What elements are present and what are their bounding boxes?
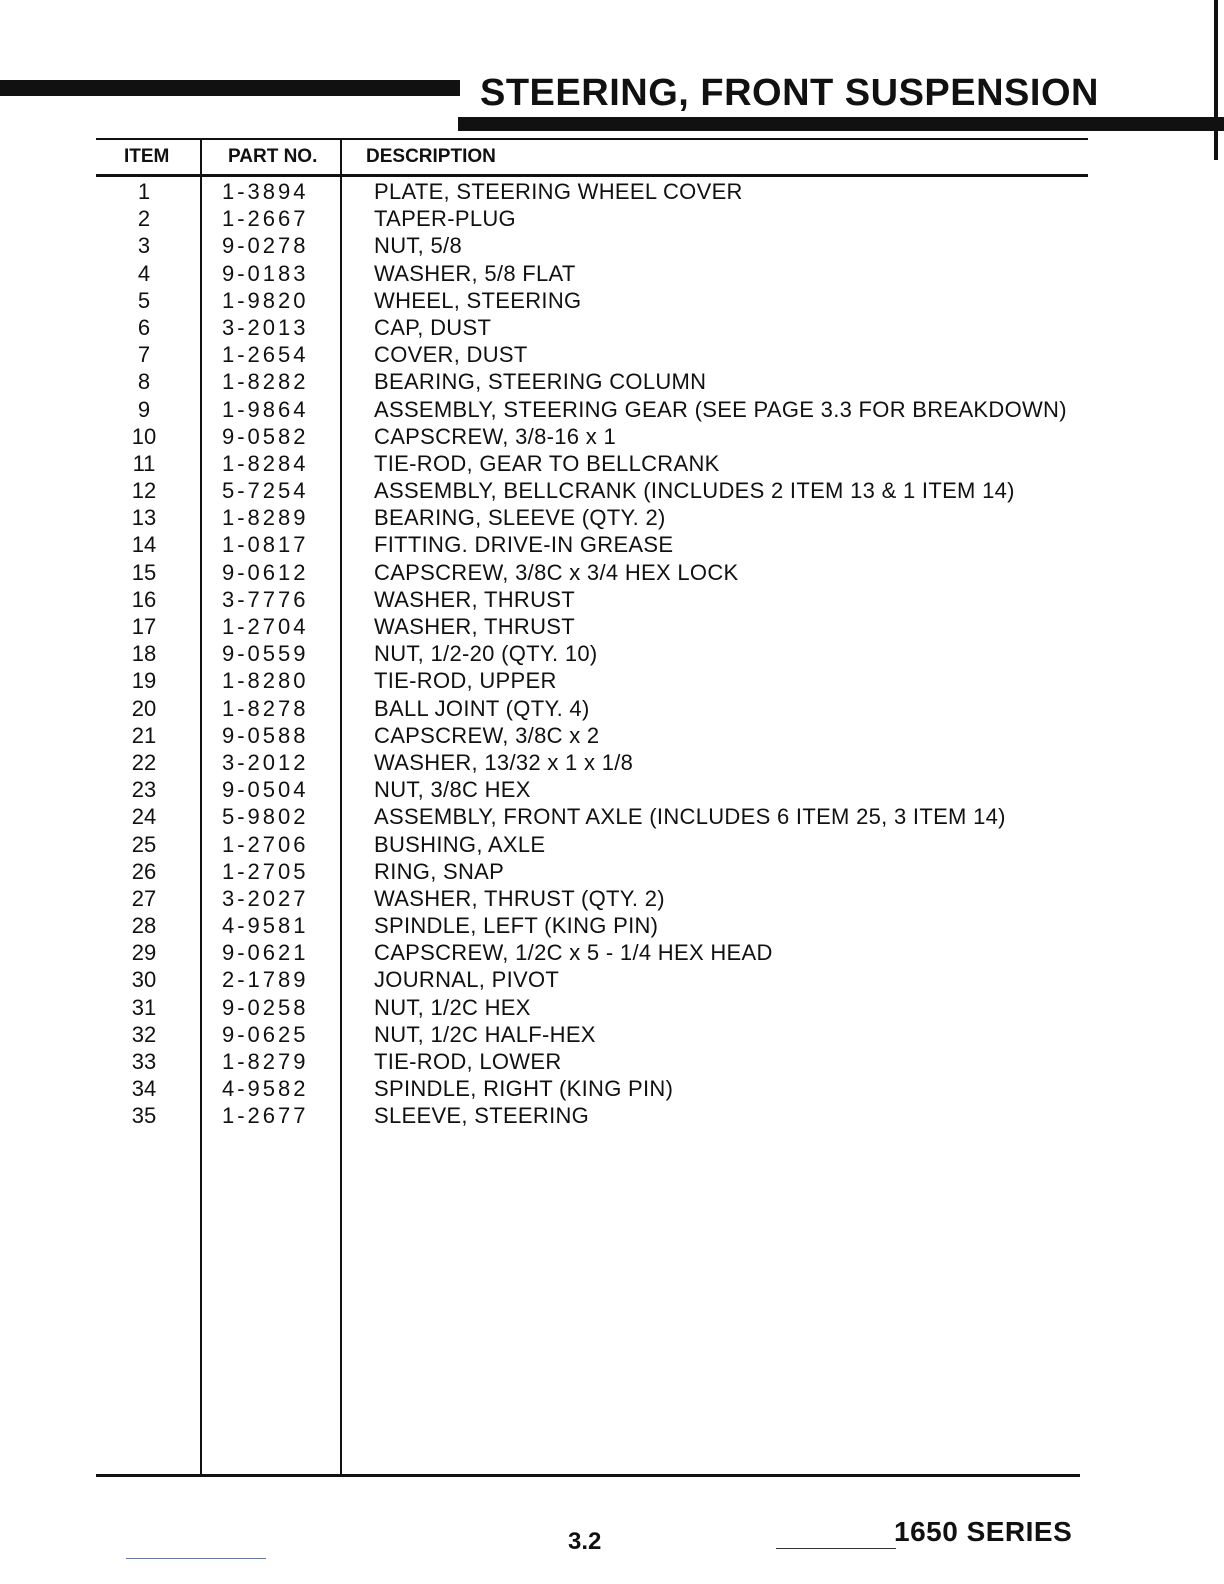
- part-number-cell: 1-8278: [222, 695, 309, 721]
- item-cell: 15: [131, 559, 157, 585]
- table-row: [96, 885, 1088, 912]
- table-row: [96, 858, 1088, 885]
- table-row: [96, 531, 1088, 558]
- part-number-cell: 2-1789: [222, 967, 309, 993]
- table-row: [96, 1048, 1088, 1075]
- table-row: [96, 912, 1088, 939]
- description-cell: NUT, 1/2-20 (QTY. 10): [374, 641, 598, 667]
- description-cell: WASHER, THRUST: [374, 586, 575, 612]
- item-cell: 13: [131, 505, 157, 531]
- item-cell: 3: [137, 233, 151, 259]
- table-row: [96, 341, 1088, 368]
- item-cell: 35: [131, 1103, 157, 1129]
- table-row: [96, 423, 1088, 450]
- part-number-cell: 9-0625: [222, 1021, 309, 1047]
- item-cell: 2: [137, 206, 151, 232]
- part-number-cell: 1-2667: [222, 206, 309, 232]
- item-cell: 25: [131, 831, 157, 857]
- item-cell: 1: [137, 179, 151, 204]
- item-cell: 23: [131, 777, 157, 803]
- item-cell: 32: [131, 1021, 157, 1047]
- part-number-cell: 1-2677: [222, 1103, 309, 1129]
- item-cell: 18: [131, 641, 157, 667]
- table-row: [96, 260, 1088, 287]
- page-edge-bar: [0, 80, 460, 96]
- description-cell: CAP, DUST: [374, 314, 492, 340]
- column-header-part-no: PART NO.: [228, 146, 318, 167]
- stray-mark: [126, 1558, 266, 1559]
- table-row: [96, 1075, 1088, 1102]
- description-cell: FITTING. DRIVE-IN GREASE: [374, 532, 674, 558]
- description-cell: ASSEMBLY, FRONT AXLE (INCLUDES 6 ITEM 25, 3 ITEM 14): [374, 804, 1006, 830]
- parts-table: [96, 138, 1088, 1480]
- description-cell: CAPSCREW, 3/8C x 3/4 HEX LOCK: [374, 559, 739, 585]
- part-number-cell: 4-9581: [222, 913, 309, 939]
- part-number-cell: 1-8280: [222, 668, 309, 694]
- part-number-cell: 1-8289: [222, 505, 309, 531]
- description-cell: BALL JOINT (QTY. 4): [374, 695, 590, 721]
- table-row: [96, 722, 1088, 749]
- item-cell: 33: [131, 1049, 157, 1074]
- description-cell: BEARING, SLEEVE (QTY. 2): [374, 505, 666, 531]
- table-row: [96, 1102, 1088, 1129]
- description-cell: NUT, 1/2C HALF-HEX: [374, 1021, 596, 1047]
- item-cell: 6: [137, 314, 151, 340]
- table-row: [96, 450, 1088, 477]
- part-number-cell: 1-8282: [222, 369, 309, 395]
- description-cell: NUT, 1/2C HEX: [374, 994, 531, 1020]
- page-edge-line: [1214, 0, 1218, 160]
- item-cell: 27: [131, 885, 157, 911]
- part-number-cell: 9-0258: [222, 994, 309, 1020]
- description-cell: TAPER-PLUG: [374, 206, 516, 232]
- item-cell: 34: [131, 1076, 157, 1102]
- table-row: [96, 477, 1088, 504]
- part-number-cell: 5-9802: [222, 804, 309, 830]
- description-cell: WASHER, THRUST (QTY. 2): [374, 885, 665, 911]
- table-row: [96, 504, 1088, 531]
- table-row: [96, 749, 1088, 776]
- table-row: [96, 640, 1088, 667]
- part-number-cell: 9-0559: [222, 641, 309, 667]
- table-bottom-rule: [96, 1474, 1080, 1477]
- item-cell: 12: [131, 478, 157, 504]
- item-cell: 17: [131, 614, 157, 639]
- item-cell: 4: [137, 260, 151, 286]
- part-number-cell: 9-0183: [222, 260, 309, 286]
- table-row: [96, 831, 1088, 858]
- part-number-cell: 3-2012: [222, 749, 309, 775]
- table-row: [96, 939, 1088, 966]
- part-number-cell: 9-0504: [222, 777, 309, 803]
- description-cell: COVER, DUST: [374, 342, 528, 368]
- table-row: [96, 803, 1088, 830]
- description-cell: WASHER, THRUST: [374, 614, 575, 639]
- item-cell: 20: [131, 695, 157, 721]
- table-row: [96, 586, 1088, 613]
- description-cell: SLEEVE, STEERING: [374, 1103, 590, 1129]
- description-cell: NUT, 5/8: [374, 233, 462, 259]
- table-body: [96, 178, 1088, 1130]
- item-cell: 16: [131, 586, 157, 612]
- item-cell: 5: [137, 287, 151, 313]
- description-cell: WASHER, 13/32 x 1 x 1/8: [374, 749, 634, 775]
- item-cell: 31: [131, 994, 157, 1020]
- description-cell: JOURNAL, PIVOT: [374, 967, 560, 993]
- part-number-cell: 1-9864: [222, 396, 309, 422]
- part-number-cell: 1-3894: [222, 179, 309, 204]
- description-cell: BEARING, STEERING COLUMN: [374, 369, 707, 395]
- column-header-item: ITEM: [124, 146, 170, 167]
- description-cell: CAPSCREW, 3/8C x 2: [374, 722, 600, 748]
- part-number-cell: 1-2705: [222, 858, 309, 884]
- part-number-cell: 3-2027: [222, 885, 309, 911]
- table-row: [96, 966, 1088, 993]
- item-cell: 9: [137, 396, 151, 422]
- column-header-description: DESCRIPTION: [366, 146, 496, 167]
- series-underline: [776, 1548, 896, 1549]
- description-cell: CAPSCREW, 3/8-16 x 1: [374, 423, 616, 449]
- item-cell: 30: [131, 967, 157, 993]
- part-number-cell: 1-2706: [222, 831, 309, 857]
- page-title: STEERING, FRONT SUSPENSION: [480, 72, 1099, 114]
- part-number-cell: 1-9820: [222, 287, 309, 313]
- part-number-cell: 4-9582: [222, 1076, 309, 1102]
- table-row: [96, 287, 1088, 314]
- table-top-rule: [96, 138, 1088, 140]
- table-row: [96, 396, 1088, 423]
- table-row: [96, 695, 1088, 722]
- part-number-cell: 1-2654: [222, 342, 309, 368]
- table-row: [96, 613, 1088, 640]
- table-row: [96, 994, 1088, 1021]
- item-cell: 7: [137, 342, 151, 368]
- description-cell: PLATE, STEERING WHEEL COVER: [374, 179, 743, 204]
- part-number-cell: 3-2013: [222, 314, 309, 340]
- description-cell: BUSHING, AXLE: [374, 831, 546, 857]
- table-row: [96, 776, 1088, 803]
- table-row: [96, 232, 1088, 259]
- item-cell: 24: [131, 804, 157, 830]
- table-row: [96, 1021, 1088, 1048]
- table-row: [96, 667, 1088, 694]
- item-cell: 10: [131, 423, 157, 449]
- part-number-cell: 9-0612: [222, 559, 309, 585]
- description-cell: NUT, 3/8C HEX: [374, 777, 531, 803]
- part-number-cell: 9-0582: [222, 423, 309, 449]
- item-cell: 19: [131, 668, 157, 694]
- item-cell: 26: [131, 858, 157, 884]
- table-row: [96, 178, 1088, 205]
- item-cell: 21: [131, 722, 157, 748]
- table-row: [96, 368, 1088, 395]
- item-cell: 14: [131, 532, 157, 558]
- part-number-cell: 1-2704: [222, 614, 309, 639]
- part-number-cell: 5-7254: [222, 478, 309, 504]
- part-number-cell: 1-0817: [222, 532, 309, 558]
- part-number-cell: 9-0588: [222, 722, 309, 748]
- description-cell: TIE-ROD, UPPER: [374, 668, 557, 694]
- header-bar: [458, 117, 1224, 131]
- page-number: 3.2: [568, 1528, 602, 1555]
- description-cell: WHEEL, STEERING: [374, 287, 582, 313]
- description-cell: ASSEMBLY, BELLCRANK (INCLUDES 2 ITEM 13 & 1 ITEM 14): [374, 478, 1015, 504]
- series-label: 1650 SERIES: [894, 1516, 1073, 1547]
- part-number-cell: 1-8279: [222, 1049, 309, 1074]
- description-cell: WASHER, 5/8 FLAT: [374, 260, 576, 286]
- item-cell: 29: [131, 940, 157, 966]
- description-cell: TIE-ROD, GEAR TO BELLCRANK: [374, 450, 720, 476]
- description-cell: TIE-ROD, LOWER: [374, 1049, 562, 1074]
- description-cell: ASSEMBLY, STEERING GEAR (SEE PAGE 3.3 FOR BREAKDOWN): [374, 396, 1067, 422]
- item-cell: 8: [137, 369, 151, 395]
- table-row: [96, 205, 1088, 232]
- part-number-cell: 9-0278: [222, 233, 309, 259]
- part-number-cell: 9-0621: [222, 940, 309, 966]
- part-number-cell: 1-8284: [222, 450, 309, 476]
- description-cell: SPINDLE, LEFT (KING PIN): [374, 913, 659, 939]
- table-row: [96, 559, 1088, 586]
- table-header-rule: [96, 174, 1088, 177]
- part-number-cell: 3-7776: [222, 586, 309, 612]
- description-cell: SPINDLE, RIGHT (KING PIN): [374, 1076, 674, 1102]
- description-cell: CAPSCREW, 1/2C x 5 - 1/4 HEX HEAD: [374, 940, 773, 966]
- item-cell: 22: [131, 749, 157, 775]
- item-cell: 28: [131, 913, 157, 939]
- description-cell: RING, SNAP: [374, 858, 505, 884]
- table-row: [96, 314, 1088, 341]
- item-cell: 11: [132, 450, 156, 476]
